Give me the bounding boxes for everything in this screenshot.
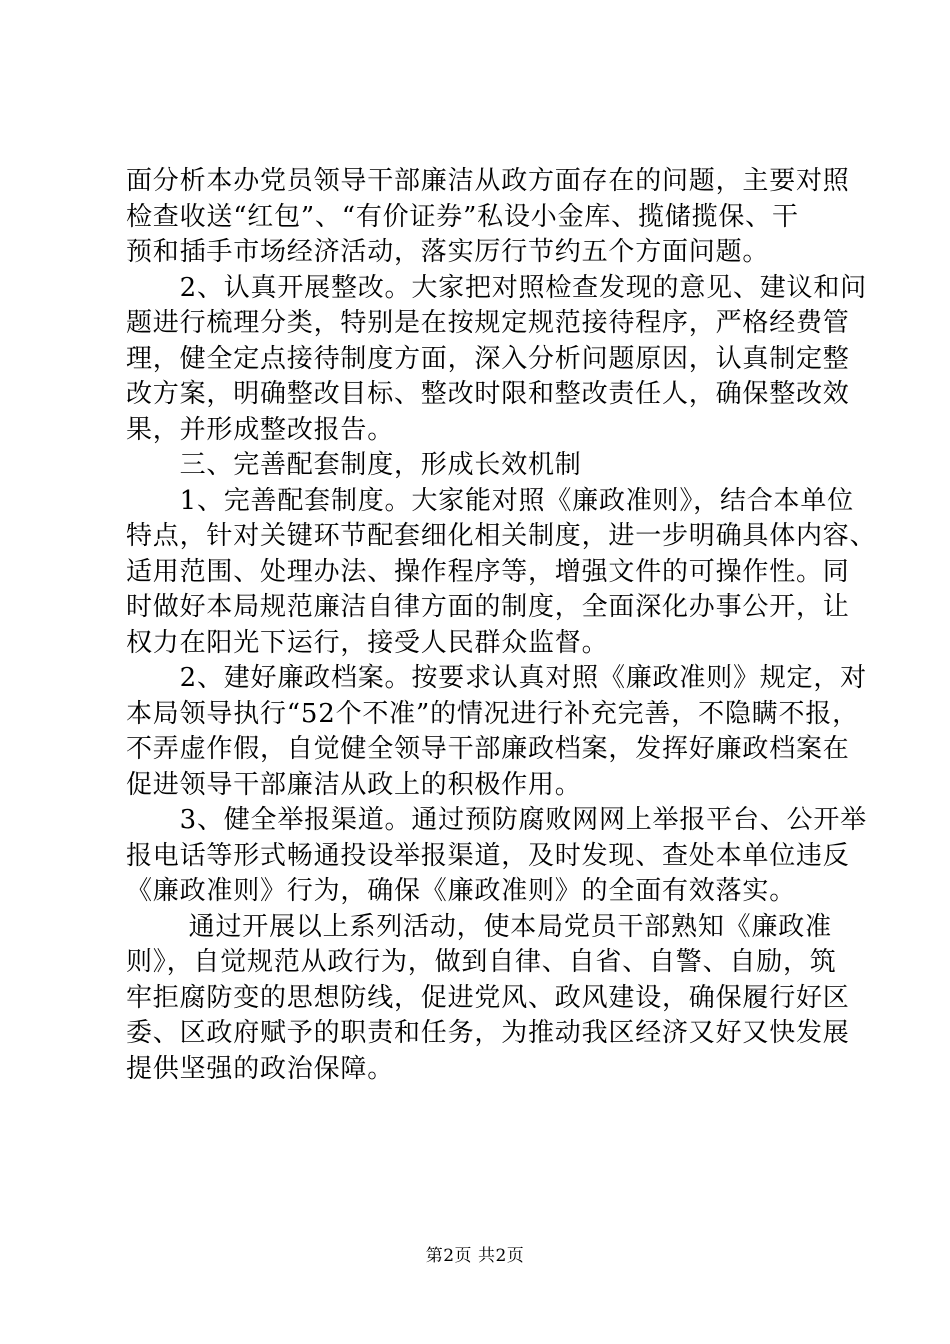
text-line: 提供坚强的政治保障。 bbox=[126, 1053, 395, 1084]
text-line: 《廉政准则》行为，确保《廉政准则》的全面有效落实。 bbox=[126, 876, 797, 906]
text-line: 则》，自觉规范从政行为，做到自律、自省、自警、自励，筑 bbox=[126, 947, 837, 977]
text-line: 1、完善配套制度。大家能对照《廉政准则》，结合本单位 bbox=[126, 485, 854, 516]
body-text bbox=[126, 164, 877, 1087]
text-line: 2、建好廉政档案。按要求认真对照《廉政准则》规定，对 bbox=[126, 663, 867, 693]
text-line: 题进行梳理分类，特别是在按规定规范接待程序，严格经费管 bbox=[126, 308, 850, 338]
text-line: 不弄虚作假，自觉健全领导干部廉政档案，发挥好廉政档案在 bbox=[126, 734, 850, 764]
text-line: 适用范围、处理办法、操作程序等，增强文件的可操作性。同 bbox=[126, 556, 850, 587]
section-heading: 三、完善配套制度，形成长效机制 bbox=[126, 450, 582, 480]
text-line: 2、认真开展整改。大家把对照检查发现的意见、建议和问 bbox=[126, 272, 867, 303]
text-line: 本局领导执行“52个不准”的情况进行补充完善，不隐瞒不报， bbox=[126, 698, 859, 729]
text-line: 果，并形成整改报告。 bbox=[126, 414, 395, 445]
text-line: 时做好本局规范廉洁自律方面的制度，全面深化办事公开，让 bbox=[126, 592, 850, 622]
text-line: 牢拒腐防变的思想防线，促进党风、政风建设，确保履行好区 bbox=[126, 982, 850, 1013]
text-line: 报电话等形式畅通投设举报渠道，及时发现、查处本单位违反 bbox=[126, 840, 850, 871]
text-line: 改方案，明确整改目标、整改时限和整改责任人，确保整改效 bbox=[126, 379, 850, 409]
text-line: 通过开展以上系列活动，使本局党员干部熟知《廉政准 bbox=[126, 911, 832, 942]
text-line: 特点，针对关键环节配套细化相关制度，进一步明确具体内容、 bbox=[126, 521, 877, 551]
text-line: 促进领导干部廉洁从政上的积极作用。 bbox=[126, 769, 582, 800]
text-line: 理，健全定点接待制度方面，深入分析问题原因，认真制定整 bbox=[126, 343, 850, 374]
text-line: 检查收送“红包”、“有价证券”私设小金库、揽储揽保、干 bbox=[126, 201, 799, 232]
text-line: 预和插手市场经济活动，落实厉行节约五个方面问题。 bbox=[126, 237, 770, 267]
text-line: 3、健全举报渠道。通过预防腐败网网上举报平台、公开举 bbox=[126, 805, 867, 835]
page-footer: 第2页 共2页 bbox=[425, 1246, 525, 1266]
text-line: 权力在阳光下运行，接受人民群众监督。 bbox=[126, 627, 609, 658]
text-line: 面分析本办党员领导干部廉洁从政方面存在的问题，主要对照 bbox=[126, 166, 850, 196]
text-line: 委、区政府赋予的职责和任务，为推动我区经济又好又快发展 bbox=[126, 1018, 850, 1048]
